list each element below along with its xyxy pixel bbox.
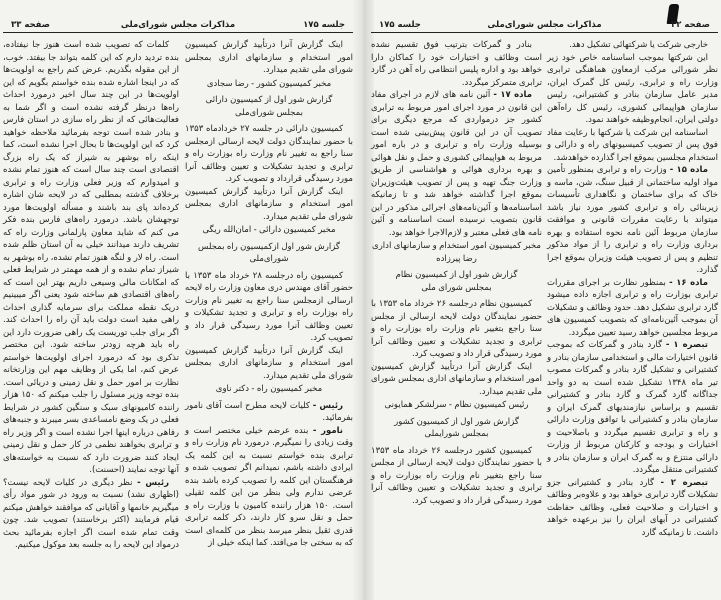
paragraph-text: گارد بنادر و گمرکات که بموجب قانون اختیارات مالی و استخدامی سازمان بنادر و کشتیرانی و تشکیل گارد بنادر و گمرکات مصوب تیر ماه ۱۳۴۸ تشکیل شده است به دو واحد جداگانه گارد گمرک و گارد بنادر و کشتیرانی تقسیم و براساس نیازمندیهای گمرک ایران و سازمان بنادر و کشتیرانی با توافق وزارت دارائی و راه و ترابری تقسیم میگردد و باصلاحیت و اختیارات و بودجه و کارکنان مربوط از وزارت دارائی منتزع و به گمرک ایران و سازمان بنادر و کشتیرانی منتقل میگردد. (547, 340, 718, 475)
paragraph (547, 477, 718, 540)
paragraph-text: کمیسیون دارائی در جلسه ۲۷ خردادماه ۱۳۵۳ با حضور نمایندگان دولت لایحه ارسالی ازمجلس سنا راجع به تغییر نام وزارت راه بوزارت راه و ترابری و تجدید تشکیلات و تعیین وظائف آنرا مورد رسیدگی قرارداد و تصویب کرد. (185, 124, 353, 184)
paragraph-text: بمنظور نظارت بر اجرای مقررات ترابری بوزارت راه و ترابری اجازه داده میشود گارد ترابری تشکیل دهد. حدود وظائف و تشکیلات آن بموجب آئین‌نامه‌ای که بتصویب کمیسیون های مربوط مجلسین خواهد رسید تعیین میگردد. (547, 277, 718, 338)
article-label: ماده ۱۵ - (669, 165, 709, 175)
report-heading (371, 416, 542, 441)
running-header (371, 20, 718, 33)
paragraph (371, 445, 542, 508)
heading-line: رضا پیرزاده (436, 253, 477, 264)
journal-title: مذاکرات مجلس شورای‌ملی (120, 20, 236, 30)
paragraph (185, 400, 353, 425)
paragraph (547, 339, 718, 477)
paragraph-text: کمیسیون راه درجلسه ۲۸ خرداد ماه ۱۳۵۳ با حضور آقای مهندس دری معاون وزارت راه لایحه ارسالی ازمجلس سنا راجع به تغییر نام وزارت راه بوزارت راه و ترابری و تجدید تشکیلات و تعیین وظائف آنرا مورد رسیدگی قرار داد و تصویب کرد. (185, 270, 353, 343)
paragraph-text: آئین نامه های لازم در اجرای مفاد این قانون در مورد اجرای امور مربوط به ترابری کشور جز درمواردی که مرجع دیگری برای تصویب آن در این قانون پیش‌بینی شده است بوسیله وزارت راه و ترابری و در باره امور مربوط به هواپیمائی کشوری و حمل و نقل هوائی و بهره برداری هوائی و هواشناسی از طریق وزارت جنگ تهیه و پس از تصویب هیئت‌وزیران بموقع اجرا گذاشته خواهد شد و تا زمانیکه اساسنامه‌ها و آئین‌نامه‌های اجرائی مذکور در این قانون بتصویب نرسیده است اساسنامه و آئین نامه های فعلی معتبر و لازم‌الاجرا خواهد بود. (371, 90, 542, 238)
text-column (185, 39, 353, 550)
report-heading (185, 94, 353, 119)
heading-line: گزارش شور اول از کمیسیون نظام (395, 270, 518, 280)
article-label: تبصره ۱ - (665, 340, 708, 350)
heading-line: رئیس کمیسیون نظام - سرلشکر همایونی (384, 400, 529, 410)
signature-line (371, 240, 542, 265)
paragraph (371, 298, 542, 361)
running-header (3, 20, 353, 33)
paragraph (547, 277, 718, 340)
heading-line: مخبر کمیسیون راه - دکتر ناوی (215, 384, 323, 394)
paragraph-text: اساسنامه این شرکت یا شرکتها با رعایت مفاد فوق پس از تصویب کمیسیونهای راه و دارائی و استخدام مجلسین بموقع اجرا گذارده خواهدشد. (547, 127, 718, 163)
signature-line (185, 78, 353, 91)
paragraph-text: گارد بنادر و کشتیرانی جزو تشکیلات گارد ترابری خواهد بود و علاوه‌بر وظائف و اختیارات و صلاحیت فعلی، وظائف حفاظت کشتیرانی در آبهای ایران را نیز برعهده خواهد داشت. تا زمانیکه گارد (547, 477, 718, 538)
article-label: رئیس - (312, 400, 343, 411)
journal-title: مذاکرات مجلس شورای‌ملی (487, 20, 602, 30)
article-label: نامور - (312, 425, 343, 436)
paragraph-text: بنده عرضم خیلی مختصر است و وقت زیادی را نمیگیرم. درمورد نام وزارت راه و ترابری بنده خواستم نسبت به این کلمه یک ایرادی داشته باشم، نمیدانم اگر تصویب شده و فرهنگستان این کلمه را تصویب کرده باشد بنده عرضی ندارم ولی بنظر من این کلمه ثقیلی است. ۱۵۰ هزار راننده کامیون با وزارت راه و حمل و نقل سرو کار دارند، ذکر کلمه ترابری قدری ثقیل بنظر میرسد بنظر من کلمه‌ای است که به سختی جا می‌افتد. کما اینکه خیلی از (185, 425, 354, 548)
text-column (547, 39, 718, 539)
paragraph (371, 361, 542, 399)
text-column (371, 39, 542, 507)
report-heading (371, 269, 542, 294)
paragraph-text: بنادر و گمرکات بترتیب فوق تقسیم نشده است وظائف و اختیارات خود را کماکان دارا خواهد بود و اداره پلیس انتظامی راه آهن در گارد ترابری متمرکز میگردد. (371, 40, 542, 88)
paragraph-text: کمیسیون کشور درجلسه ۲۶ خرداد ماه ۱۳۵۳ با حضور نمایندگان دولت لایحه ارسالی از مجلس سنا راجع بتغییر نام وزارت راه بوزارت راه و ترابری و تجدید تشکیلات و تعیین وظائف آنرا مورد رسیدگی قرار داد و تصویب کرد. (371, 445, 542, 506)
article-label: ماده ۱۷ - (493, 90, 532, 100)
session-number: جلسه ۱۷۵ (379, 20, 421, 30)
page-number: صفحه ۳۳ (11, 20, 50, 30)
paragraph (547, 164, 718, 277)
paragraph (185, 345, 353, 383)
paragraph (185, 270, 353, 345)
article-label: رئیس - (137, 477, 169, 488)
article-label: تبصره ۲ - (660, 477, 708, 488)
paragraph (371, 89, 542, 239)
heading-line: گزارش شور اول ازکمیسیون راه بمجلس (198, 241, 340, 252)
text-column (3, 39, 179, 552)
heading-line: گزارش شور اول از کمیسیون دارائی (205, 95, 333, 105)
report-heading (185, 241, 353, 266)
paragraph-text: کلیات لایحه مطرح است آقای نامور بفرمائید. (185, 400, 353, 423)
paragraph-text: این شرکتها بموجب اساسنامه خاص خود زیر نظر شورائی مرکب ازمعاون هماهنگی ترابری وزارت راه و ترابری، رئیس کل گمرک ایران، مدیر عامل سازمان بنادر و کشتیرانی، رئیس سازمان هواپیمائی کشوری، رئیس کل راه‌آهن دولتی ایران، انجام‌وظیفه خواهند نمود. (547, 52, 718, 125)
session-number: جلسه ۱۷۵ (303, 20, 345, 30)
heading-line: مخبر کمیسیون امور استخدام و سازمانهای اداری (372, 241, 541, 251)
paragraph (185, 425, 353, 550)
signature-line (185, 224, 353, 237)
paragraph (185, 123, 353, 186)
paragraph (547, 52, 718, 127)
article-label: ماده ۱۶ - (669, 277, 709, 288)
heading-line: بمجلس شورایملی (424, 429, 489, 439)
heading-line: مخبر کمیسیون کشور - رضا سجادی (206, 78, 332, 89)
heading-line: مخبر کمیسیون دارائی - امان‌الله ریگی (202, 225, 336, 235)
paragraph (185, 39, 353, 77)
paragraph (185, 186, 353, 224)
paragraph-text: خارجی شرکت یا شرکتهائی تشکیل دهد. (569, 40, 708, 50)
paragraph (547, 39, 718, 52)
paragraph-text: کلمات که تصویب شده است هنوز جا نیفتاده، بنده تردید دارم که این کلمه بتواند جا بیفتد. خوب، از این مقوله بگذریم. عرض کنم راجع به اولویت‌ها که در اینجا اشاره شده بنده خواستم بگویم که این اولویت‌ها در این چند سال اخیر درمورد احداث راه‌ها درنظر گرفته نشده است و اگر شما به فعالیت‌هائی که از نظر راه سازی در استان فارس و بنادر شده است توجه بفرمائید ملاحظه خواهید کرد که این اولویت‌ها تا بحال اجرا نشده است، کما اینکه راه بوشهر به شیراز که یک راه بزرگ اقتصادی است چند سال است که هنوز تمام نشده و امیدوارم که وزیر فعلی وزارت راه و ترابری برخلاف گذشته بمطلبی که در لایحه شان اشاره کرده‌اند پای بند باشند و مسأله اولویت‌ها مورد توجهشان باشد. درمورد راه‌های فارس بنده فکر می کنم که شاید معاون پارلمانی وزارت راه که تشریف دارند میدانند خیلی به آن استان ظلم شده است. راه لار و لنگه هنوز تمام نشده، راه بوشهر به شیراز تمام نشده و از همه مهمتر در شرایط فعلی که امکانات مالی وسیعی داریم بهتر این است که راه‌های اقتصادی هم ساخته شود یعنی اگر میبینیم دریک نقطه مملکت برای سرمایه گذاری احداث راهی مفید است دولت باید آن راه را احداث کند. اگر برای جلب توریست یک راهی ضرورت دارد این راه باید هرچه زودتر ساخته شود. این مختصر تذکری بود که درمورد اجرای اولویت‌ها خواستم عرض کنم، اما یکی از وظایف مهم این وزارتخانه نظارت بر امور حمل و نقل زمینی و دریائی است. بنده توجه وزیر مسئول را جلب میکنم که ۱۵۰ هزار راننده کامیونهای سبک و سنگین کشور در شرایط فعلی در یک وضع نامساعدی بسر میبرند و جنبه‌های رفاهی درباره اینها اجرا نشده است و اگر وزیر راه و ترابری بخواهند نظمی در کار حمل و نقل زمینی ایجاد کنند ضرورت دارد که نسبت به خواسته‌های آنها توجه نمایند (احسنت). (3, 40, 179, 475)
heading-line: بمجلس شورای ملی (421, 282, 492, 293)
paragraph-text: اینک گزارش آنرا درتأیید گزارش کمیسیون امور استخدام و سازمانهای اداری بمجلس شورای ملی تقدیم میدارد. (185, 186, 353, 222)
paragraph-text: نظر دیگری در کلیات لایحه نیست؟ (اظهاری نشد) نسبت به ورود در شور مواد رأی میگیریم خانمها و آقایانی که موافقند خواهش میکنم قیام فرمایند (اکثر برخاستند) تصویب شد. چون وقت تمام شده است اگر اجازه بفرمائید بحث درمواد این لایحه را به جلسه بعد موکول میکنیم. (3, 477, 179, 550)
paragraph-text: اینک گزارش آنرا درتأیید گزارش کمیسیون امور استخدام و سازمانهای اداری بمجلس شورای ملی تقدیم میدارد. (371, 361, 542, 397)
signature-line (185, 383, 353, 396)
paragraph (3, 39, 179, 477)
paragraph (371, 39, 542, 89)
paragraph-text: اینک گزارش آنرا درتأیید گزارش کمیسیون امور استخدام و سازمانهای اداری بمجلس شورای ملی تقدیم میدارد. (185, 345, 353, 381)
page-number: صفحه ۳۲ (671, 20, 710, 30)
heading-line: بمجلس شورای‌ملی (235, 107, 303, 118)
heading-line: گزارش شور اول از کمیسیون کشور (394, 416, 519, 427)
paragraph (547, 127, 718, 165)
paragraph-text: اینک گزارش آنرا درتأیید گزارش کمیسیون امور استخدام و سازمانهای اداری بمجلس شورای ملی تقدیم میدارد. (185, 40, 353, 75)
paragraph-text: کمیسیون نظام درجلسه ۲۶ خرداد ماه ۱۳۵۳ با حضور نمایندگان دولت لایحه ارسالی از مجلس سنا راجع بتغییر نام وزارت راه بوزارت راه و ترابری و تجدید تشکیلات و تعیین وظائف آنرا مورد رسیدگی قرار داد و تصویب کرد. (371, 299, 542, 359)
signature-line (371, 399, 542, 412)
paragraph-text: وزارت راه و ترابری بمنظور تأمین مواد اولیه ساختمانی از قبیل سنگ، شن، ماسه و خاک که برای ساختمان و نگاهداری تأسیسات زیربنائی راه و ترابری کشور مورد نیاز باشد میتواند با رعایت مقررات قانونی و موافقت سازمان مربوط آئین نامه نحوه استفاده و بهره برداری وزارت راه و ترابری را از مواد مذکور تنظیم و پس از تصویب هیئت وزیران بموقع اجرا گذارد. (547, 165, 718, 275)
heading-line: شورای‌ملی (249, 254, 289, 264)
paragraph (3, 477, 179, 552)
